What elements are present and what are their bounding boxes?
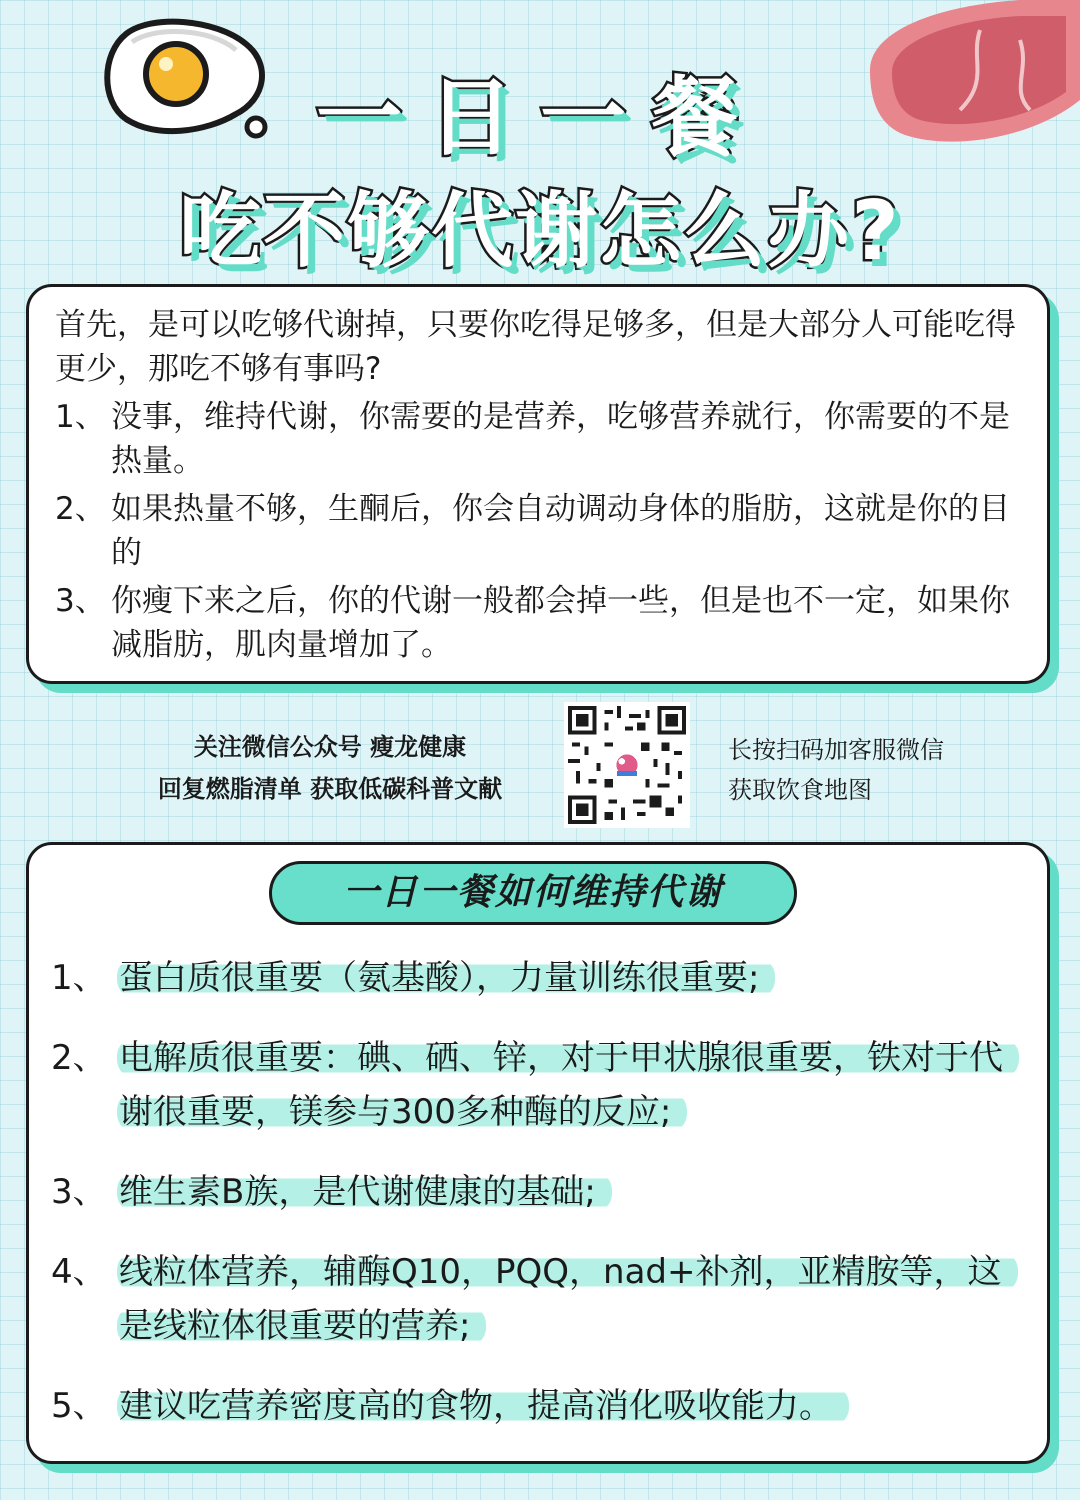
list-item-text: 没事，维持代谢，你需要的是营养，吃够营养就行，你需要的不是热量。 xyxy=(111,399,1010,479)
scan-line-2: 获取饮食地图 xyxy=(728,776,872,804)
list-item-text: 建议吃营养密度高的食物，提高消化吸收能力。 xyxy=(117,1386,849,1426)
list-item xyxy=(55,487,1021,575)
list-item xyxy=(51,1031,1031,1139)
list-item-number: 4、 xyxy=(51,1252,107,1292)
list-item-text: 蛋白质很重要（氨基酸），力量训练很重要; xyxy=(117,958,775,998)
list-item xyxy=(51,951,1031,1005)
list-item-number: 1、 xyxy=(55,399,106,435)
metabolism-card xyxy=(26,842,1050,1464)
list-item-number: 2、 xyxy=(55,491,106,527)
list-item xyxy=(55,579,1021,667)
tips-list xyxy=(51,951,1031,1459)
scan-info xyxy=(728,730,944,810)
scan-line-1: 长按扫码加客服微信 xyxy=(728,736,944,764)
list-item-number: 1、 xyxy=(51,958,107,998)
intro-text: 首先，是可以吃够代谢掉，只要你吃得足够多，但是大部分人可能吃得更少，那吃不够有事吗? xyxy=(55,307,1016,387)
title-line-1: 一日一餐 xyxy=(316,68,764,168)
title-line-2: 吃不够代谢怎么办? xyxy=(179,184,901,279)
follow-line-2: 回复燃脂清单 获取低碳科普文献 xyxy=(157,775,503,803)
list-item xyxy=(51,1379,1031,1433)
list-item-text: 电解质很重要：碘、硒、锌，对于甲状腺很重要，铁对于代谢很重要，镁参与300多种酶的反应; xyxy=(117,1038,1019,1132)
intro-card xyxy=(26,284,1050,684)
list-item-number: 3、 xyxy=(55,583,106,619)
list-item xyxy=(51,1165,1031,1219)
list-item-text: 线粒体营养，辅酶Q10，PQQ，nad+补剂，亚精胺等，这是线粒体很重要的营养; xyxy=(117,1252,1018,1346)
list-item-text: 维生素B族，是代谢健康的基础; xyxy=(117,1172,612,1212)
qr-code[interactable] xyxy=(564,702,690,828)
list-item-number: 5、 xyxy=(51,1386,107,1426)
follow-info xyxy=(120,726,540,810)
follow-footer xyxy=(0,700,1080,828)
list-item xyxy=(55,395,1021,483)
list-item-text: 你瘦下来之后，你的代谢一般都会掉一些，但是也不一定，如果你减脂肪，肌肉量增加了。 xyxy=(111,583,1010,663)
section-heading: 一日一餐如何维持代谢 xyxy=(269,861,797,925)
list-item xyxy=(51,1245,1031,1353)
list-item-text: 如果热量不够，生酮后，你会自动调动身体的脂肪，这就是你的目的 xyxy=(111,491,1010,571)
list-item-number: 3、 xyxy=(51,1172,107,1212)
list-item-number: 2、 xyxy=(51,1038,107,1078)
follow-line-1: 关注微信公众号 瘦龙健康 xyxy=(193,733,467,761)
